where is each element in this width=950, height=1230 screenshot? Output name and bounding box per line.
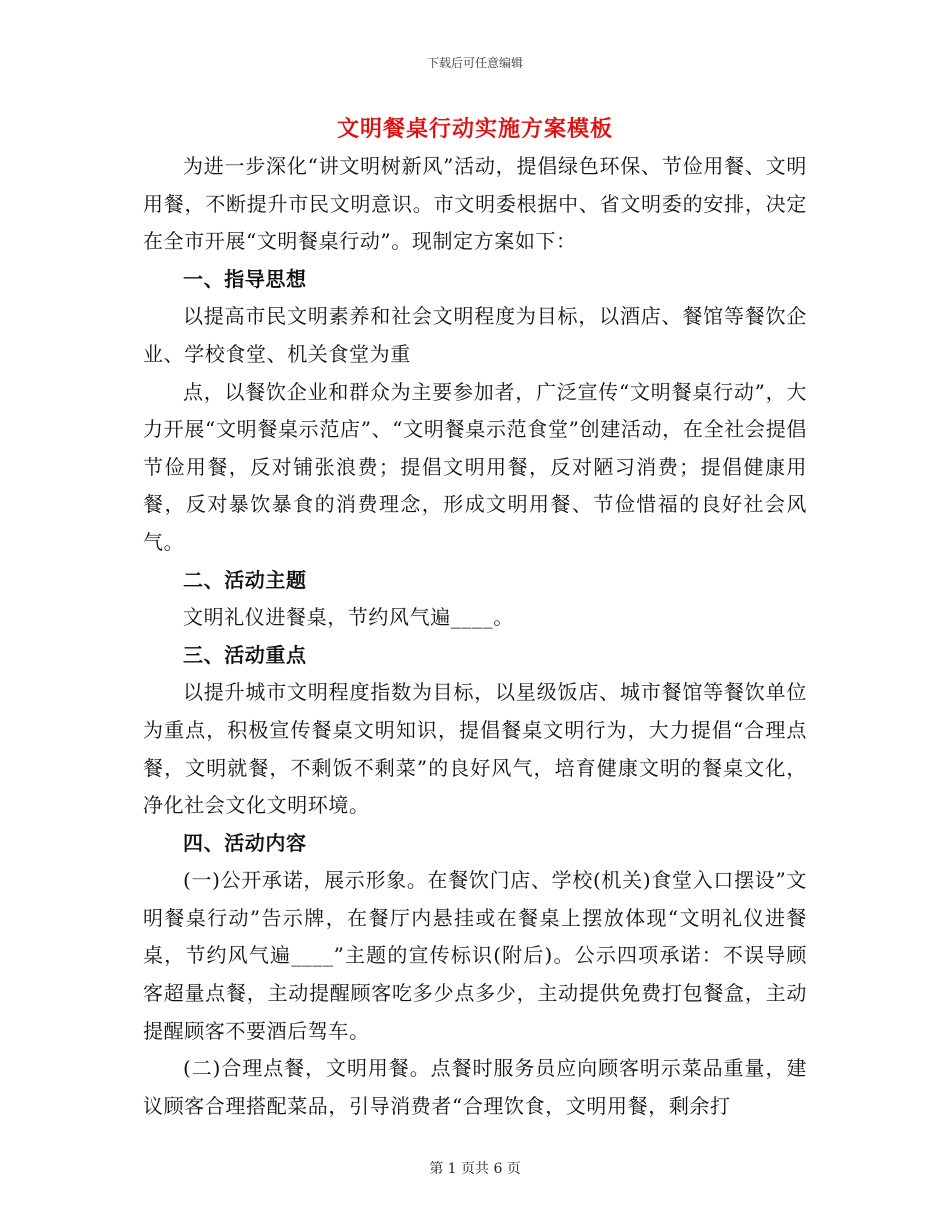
section-1-paragraph-1: 以提高市民文明素养和社会文明程度为目标，以酒店、餐馆等餐饮企业、学校食堂、机关食堂为重 xyxy=(143,304,807,366)
document-body xyxy=(143,148,807,1125)
section-4-paragraph-1: (一)公开承诺，展示形象。在餐饮门店、学校(机关)食堂入口摆设”文明餐桌行动”告示牌，在餐厅内悬挂或在餐桌上摆放体现“文明礼仪进餐桌，节约风气遍____”主题的宣传标识(附后)。公示四项承诺：不误导顾客超量点餐，主动提醒顾客吃多少点多少，主动提供免费打包餐盒，主动提醒顾客不要酒后驾车。 xyxy=(143,868,807,1043)
section-heading-guiding-ideology: 一、指导思想 xyxy=(183,266,307,291)
section-1-paragraph-2: 点，以餐饮企业和群众为主要参加者，广泛宣传“文明餐桌行动”，大力开展“文明餐桌示范店”、“文明餐桌示范食堂”创建活动，在全社会提倡节俭用餐，反对铺张浪费；提倡文明用餐，反对陋习消费；提倡健康用餐，反对暴饮暴食的消费理念，形成文明用餐、节俭惜福的良好社会风气。 xyxy=(143,379,807,554)
page-number: 第 1 页共 6 页 xyxy=(429,1161,521,1177)
document-title: 文明餐桌行动实施方案模板 xyxy=(336,116,613,142)
page-header-note: 下载后可任意编辑 xyxy=(426,56,523,70)
section-heading-activity-content: 四、活动内容 xyxy=(183,830,307,855)
section-heading-activity-theme: 二、活动主题 xyxy=(183,567,307,592)
section-4-paragraph-2: (二)合理点餐，文明用餐。点餐时服务员应向顾客明示菜品重量，建议顾客合理搭配菜品，引导消费者“合理饮食，文明用餐，剩余打 xyxy=(143,1056,807,1118)
section-3-paragraph-1: 以提升城市文明程度指数为目标，以星级饭店、城市餐馆等餐饮单位为重点，积极宣传餐桌文明知识，提倡餐桌文明行为，大力提倡“合理点餐，文明就餐，不剩饭不剩菜”的良好风气，培育健康文明的餐桌文化，净化社会文化文明环境。 xyxy=(143,680,807,818)
section-heading-activity-focus: 三、活动重点 xyxy=(183,642,307,667)
intro-paragraph: 为进一步深化“讲文明树新风”活动，提倡绿色环保、节俭用餐、文明用餐，不断提升市民文明意识。市文明委根据中、省文明委的安排，决定在全市开展“文明餐桌行动”。现制定方案如下： xyxy=(143,154,807,254)
section-2-paragraph-1: 文明礼仪进餐桌，节约风气遍____。 xyxy=(183,605,514,630)
